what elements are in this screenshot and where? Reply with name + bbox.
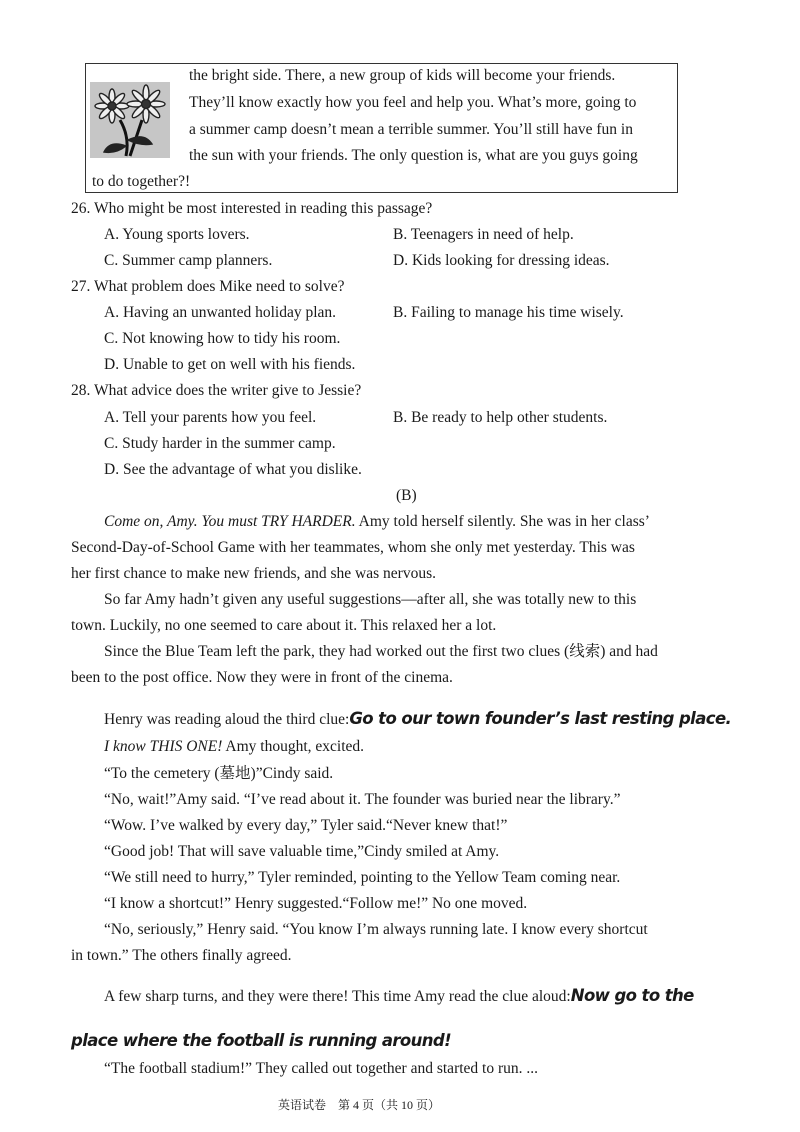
question-28-option-a: A. Tell your parents how you feel.: [104, 409, 317, 426]
paragraph-1-text: Amy told herself silently. She was in her class’: [355, 513, 650, 530]
question-27-option-a: A. Having an unwanted holiday plan.: [104, 304, 337, 321]
paragraph-5-text: Amy thought, excited.: [222, 738, 365, 755]
paragraph-11: “I know a shortcut!” Henry suggested.“Follow me!” No one moved.: [104, 895, 528, 912]
fourth-clue-part-1: Now go to the: [570, 986, 694, 1005]
box-line-5: to do together?!: [92, 173, 191, 190]
section-b-heading: (B): [396, 487, 417, 504]
third-clue: Go to our town founder’s last resting place.: [349, 709, 732, 728]
question-27-option-b: B. Failing to manage his time wisely.: [393, 304, 624, 321]
paragraph-7: “No, wait!”Amy said. “I’ve read about it. The founder was buried near the library.”: [104, 791, 621, 808]
paragraph-6: “To the cemetery (墓地)”Cindy said.: [104, 765, 334, 782]
paragraph-4-text: Henry was reading aloud the third clue:: [104, 711, 350, 728]
question-26-option-c: C. Summer camp planners.: [104, 252, 273, 269]
box-line-2: They’ll know exactly how you feel and help you. What’s more, going to: [189, 94, 637, 111]
amy-thought-2: I know THIS ONE!: [104, 738, 223, 755]
paragraph-12-line-2: in town.” The others finally agreed.: [71, 947, 292, 964]
paragraph-3-line-2: been to the post office. Now they were in front of the cinema.: [71, 669, 453, 686]
question-27-option-d: D. Unable to get on well with his fiends.: [104, 356, 356, 373]
box-line-4: the sun with your friends. The only question is, what are you guys going: [189, 147, 638, 164]
paragraph-8: “Wow. I’ve walked by every day,” Tyler said.“Never knew that!”: [104, 817, 508, 834]
paragraph-5: [104, 737, 364, 757]
paragraph-2-line-1: So far Amy hadn’t given any useful suggestions—after all, she was totally new to this: [104, 591, 637, 608]
paragraph-13-text: A few sharp turns, and they were there! This time Amy read the clue aloud:: [104, 988, 571, 1005]
question-27-option-c: C. Not knowing how to tidy his room.: [104, 330, 341, 347]
flower-illustration: [90, 82, 170, 158]
paragraph-4: [104, 709, 731, 730]
box-line-3: a summer camp doesn’t mean a terrible summer. You’ll still have fun in: [189, 121, 633, 138]
paragraph-13-line-1: [104, 986, 694, 1007]
paragraph-1-line-1: [104, 512, 650, 532]
paragraph-1-line-3: her first chance to make new friends, and she was nervous.: [71, 565, 436, 582]
question-28-option-c: C. Study harder in the summer camp.: [104, 435, 336, 452]
question-26-stem: 26. Who might be most interested in reading this passage?: [71, 200, 433, 217]
question-27-stem: 27. What problem does Mike need to solve?: [71, 278, 345, 295]
paragraph-1-line-2: Second-Day-of-School Game with her teammates, whom she only met yesterday. This was: [71, 539, 635, 556]
question-28-option-b: B. Be ready to help other students.: [393, 409, 608, 426]
paragraph-14: “The football stadium!” They called out together and started to run. ...: [104, 1060, 539, 1077]
page-footer: 英语试卷 第 4 页（共 10 页）: [278, 1098, 441, 1112]
question-28-stem: 28. What advice does the writer give to Jessie?: [71, 382, 362, 399]
question-26-option-b: B. Teenagers in need of help.: [393, 226, 574, 243]
box-line-1: the bright side. There, a new group of kids will become your friends.: [189, 67, 616, 84]
paragraph-9: “Good job! That will save valuable time,”Cindy smiled at Amy.: [104, 843, 500, 860]
fourth-clue-part-2: place where the football is running around!: [71, 1031, 452, 1050]
paragraph-3-line-1: Since the Blue Team left the park, they had worked out the first two clues (线索) and had: [104, 643, 658, 660]
paragraph-2-line-2: town. Luckily, no one seemed to care about it. This relaxed her a lot.: [71, 617, 497, 634]
question-26-option-d: D. Kids looking for dressing ideas.: [393, 252, 610, 269]
question-26-option-a: A. Young sports lovers.: [104, 226, 250, 243]
question-28-option-d: D. See the advantage of what you dislike.: [104, 461, 362, 478]
paragraph-10: “We still need to hurry,” Tyler reminded, pointing to the Yellow Team coming near.: [104, 869, 621, 886]
paragraph-12-line-1: “No, seriously,” Henry said. “You know I’m always running late. I know every shortcut: [104, 921, 648, 938]
amy-inner-thought: Come on, Amy. You must TRY HARDER.: [104, 513, 356, 530]
